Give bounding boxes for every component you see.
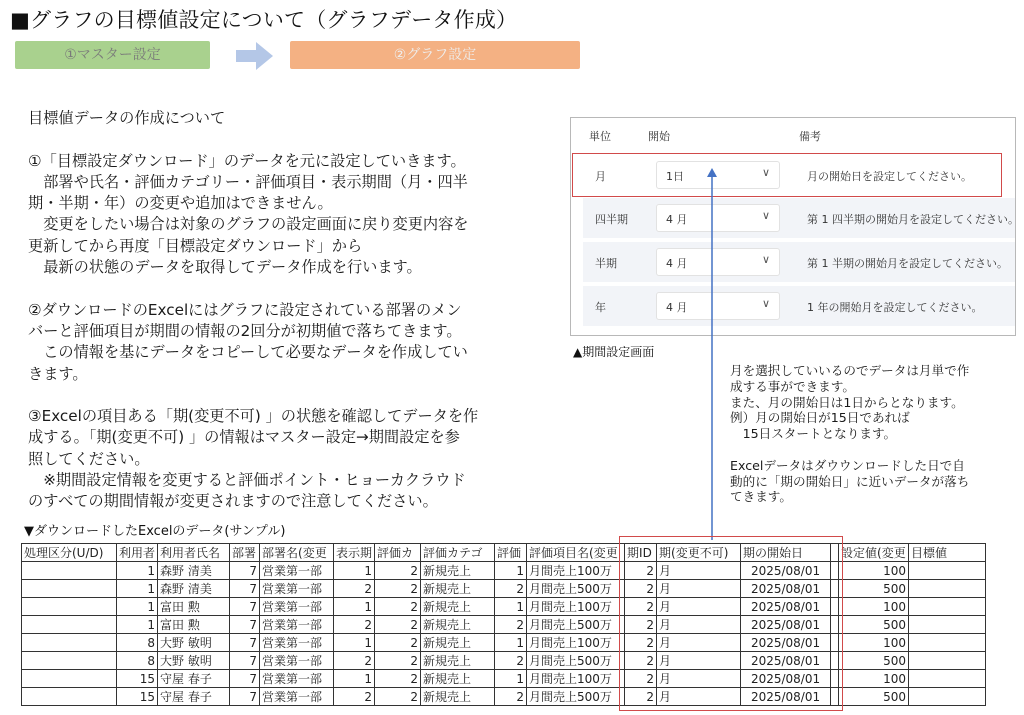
period-row [583, 286, 1015, 326]
table-cell[interactable]: 守屋 春子 [158, 688, 230, 706]
table-cell[interactable] [22, 562, 117, 580]
instruction-line: 更新してから再度「目標設定ダウンロード」から [28, 236, 363, 255]
table-cell[interactable]: 1 [495, 598, 527, 616]
table-cell[interactable]: 500 [839, 580, 909, 598]
table-cell[interactable] [909, 670, 986, 688]
table-cell[interactable]: 7 [230, 598, 260, 616]
table-cell[interactable]: 1 [334, 670, 375, 688]
table-cell[interactable]: 月 [657, 670, 741, 688]
arrow-right-icon [236, 42, 274, 70]
table-cell[interactable]: 営業第一部 [260, 652, 334, 670]
table-cell[interactable]: 営業第一部 [260, 616, 334, 634]
note-text [730, 363, 1015, 505]
period-unit: 半期 [595, 257, 617, 270]
table-cell[interactable]: 500 [839, 652, 909, 670]
note-line: 動的に「期の開始日」に近いデータが落ち [730, 473, 970, 489]
table-cell[interactable]: 2 [334, 652, 375, 670]
table-header-cell: 評価カ [375, 544, 421, 562]
table-cell[interactable]: 大野 敏明 [158, 652, 230, 670]
table-cell[interactable]: 営業第一部 [260, 580, 334, 598]
chevron-down-icon: ∨ [761, 253, 770, 266]
table-header-cell: 利用者 [117, 544, 158, 562]
instruction-line: ①「目標設定ダウンロード」のデータを元に設定していきます。 [28, 151, 466, 170]
table-cell[interactable]: 新規売上 [421, 688, 495, 706]
table-cell[interactable]: 15 [117, 688, 158, 706]
table-cell[interactable]: 月間売上500万 [527, 580, 625, 598]
table-cell[interactable]: 大野 敏明 [158, 634, 230, 652]
table-cell[interactable]: 2 [375, 652, 421, 670]
table-cell[interactable]: 2 [375, 616, 421, 634]
instruction-line: ③Excelの項目ある「期(変更不可) 」の状態を確認してデータを作 [28, 407, 479, 426]
table-cell[interactable]: 2025/08/01 [741, 670, 831, 688]
instruction-line: ※期間設定情報を変更すると評価ポイント・ヒョーカクラウド [28, 471, 466, 490]
instruction-line: きます。 [28, 364, 88, 383]
table-cell[interactable]: 新規売上 [421, 670, 495, 688]
start-select-value: 4 月 [666, 213, 688, 226]
table-cell[interactable]: 森野 清美 [158, 562, 230, 580]
instruction-line: ②ダウンロードのExcelにはグラフに設定されている部署のメン [28, 300, 462, 319]
table-cell[interactable]: 新規売上 [421, 616, 495, 634]
table-cell[interactable]: 営業第一部 [260, 634, 334, 652]
table-cell[interactable]: 2 [625, 688, 657, 706]
period-settings-panel [570, 117, 1019, 336]
table-cell[interactable] [909, 616, 986, 634]
table-cell[interactable]: 月 [657, 616, 741, 634]
table-cell[interactable]: 2 [375, 580, 421, 598]
table-header-cell: 利用者氏名 [158, 544, 230, 562]
table-cell[interactable]: 営業第一部 [260, 562, 334, 580]
table-cell[interactable]: 7 [230, 688, 260, 706]
table-cell[interactable] [909, 688, 986, 706]
table-cell[interactable]: 7 [230, 580, 260, 598]
chevron-down-icon: ∨ [761, 297, 770, 310]
instruction-line: のすべての期間情報が変更されますので注意してください。 [28, 492, 438, 511]
note-line: Excelデータはダウウンロードした日で自 [730, 457, 965, 473]
table-cell[interactable]: 月 [657, 580, 741, 598]
table-cell[interactable]: 2025/08/01 [741, 616, 831, 634]
table-cell[interactable]: 2 [495, 688, 527, 706]
table-cell[interactable]: 1 [495, 670, 527, 688]
table-cell[interactable]: 2 [625, 670, 657, 688]
table-cell[interactable]: 2 [625, 598, 657, 616]
table-header-cell: 期の開始日 [741, 544, 831, 562]
instructions-text [28, 108, 568, 513]
table-cell[interactable]: 1 [117, 580, 158, 598]
table-cell[interactable]: 営業第一部 [260, 670, 334, 688]
table-cell[interactable]: 8 [117, 652, 158, 670]
table-cell[interactable] [22, 616, 117, 634]
table-cell[interactable]: 月 [657, 634, 741, 652]
table-cell[interactable]: 森野 清美 [158, 580, 230, 598]
period-unit: 四半期 [595, 213, 628, 226]
note-line: 15日スタートとなります。 [730, 426, 897, 442]
table-cell[interactable]: 月間売上100万 [527, 562, 625, 580]
period-note: 月の開始日を設定してください。 [807, 170, 972, 183]
instruction-line: 照してください。 [28, 449, 150, 468]
table-header-cell: 処理区分(U/D) [22, 544, 117, 562]
instruction-line: 変更をしたい場合は対象のグラフの設定画面に戻り変更内容を [28, 215, 469, 234]
table-cell[interactable]: 2025/08/01 [741, 652, 831, 670]
table-cell[interactable]: 2 [375, 670, 421, 688]
instruction-line [28, 278, 568, 299]
table-cell[interactable] [909, 580, 986, 598]
table-cell[interactable]: 月間売上100万 [527, 598, 625, 616]
table-cell[interactable] [22, 598, 117, 616]
table-cell[interactable]: 2 [625, 652, 657, 670]
table-cell[interactable]: 2025/08/01 [741, 634, 831, 652]
table-cell[interactable] [22, 634, 117, 652]
table-cell[interactable]: 1 [334, 598, 375, 616]
table-cell[interactable] [22, 580, 117, 598]
table-cell[interactable]: 2025/08/01 [741, 562, 831, 580]
table-cell[interactable]: 2025/08/01 [741, 580, 831, 598]
table-cell[interactable]: 月 [657, 688, 741, 706]
table-cell[interactable]: 2 [375, 598, 421, 616]
start-select-value: 4 月 [666, 301, 688, 314]
table-cell[interactable]: 2 [334, 580, 375, 598]
step-graph-settings[interactable]: ②グラフ設定 [290, 41, 580, 69]
start-select-value: 1日 [666, 170, 684, 183]
table-cell[interactable]: 新規売上 [421, 598, 495, 616]
table-header-cell: 表示期 [334, 544, 375, 562]
table-cell[interactable]: 1 [495, 634, 527, 652]
table-header-cell: 評価 [495, 544, 527, 562]
table-cell[interactable]: 1 [334, 634, 375, 652]
start-select-value: 4 月 [666, 257, 688, 270]
table-cell[interactable]: 2 [375, 688, 421, 706]
instruction-line [28, 385, 568, 406]
table-cell[interactable]: 月間売上100万 [527, 634, 625, 652]
page-title: ■グラフの目標値設定について（グラフデータ作成） [10, 8, 518, 32]
table-cell[interactable]: 1 [117, 598, 158, 616]
table-cell[interactable]: 1 [117, 616, 158, 634]
table-cell[interactable]: 富田 勲 [158, 616, 230, 634]
table-cell[interactable]: 月間売上500万 [527, 652, 625, 670]
header-note: 備考 [799, 130, 821, 143]
table-header-cell: 期(変更不可) [657, 544, 741, 562]
period-note: 第 1 四半期の開始月を設定してください。 [807, 213, 1019, 226]
table-cell[interactable]: 新規売上 [421, 652, 495, 670]
table-header-cell: 部署名(変更 [260, 544, 334, 562]
table-cell[interactable]: 500 [839, 616, 909, 634]
table-cell[interactable] [909, 634, 986, 652]
table-cell[interactable]: 新規売上 [421, 562, 495, 580]
table-cell[interactable] [22, 652, 117, 670]
instruction-line: 部署や氏名・評価カテゴリー・評価項目・表示期間（月・四半 [28, 172, 468, 191]
table-cell[interactable]: 500 [839, 688, 909, 706]
period-note: 第 1 半期の開始月を設定してください。 [807, 257, 1008, 270]
period-row [583, 242, 1015, 282]
instruction-line [28, 129, 568, 150]
table-header-cell: 期ID [625, 544, 657, 562]
table-cell[interactable]: 7 [230, 616, 260, 634]
chevron-down-icon: ∨ [761, 166, 770, 179]
table-cell[interactable]: 2 [625, 616, 657, 634]
table-cell[interactable]: 100 [839, 634, 909, 652]
table-cell[interactable]: 2 [375, 562, 421, 580]
period-unit: 年 [595, 301, 606, 314]
table-cell[interactable]: 2 [625, 634, 657, 652]
table-cell[interactable]: 月間売上500万 [527, 616, 625, 634]
table-cell[interactable] [909, 598, 986, 616]
table-cell[interactable]: 15 [117, 670, 158, 688]
table-cell[interactable] [22, 670, 117, 688]
note-line [730, 442, 1015, 458]
instruction-line: 成する。「期(変更不可) 」の情報はマスター設定→期間設定を参 [28, 428, 460, 447]
table-cell[interactable]: 2025/08/01 [741, 598, 831, 616]
table-cell[interactable]: 7 [230, 562, 260, 580]
instruction-line: 期・半期・年）の変更や追加はできません。 [28, 194, 333, 213]
note-line: 月を選択していいるのでデータは月単で作 [730, 363, 970, 378]
table-header-cell: 評価項目名(変更 [527, 544, 625, 562]
note-line: また、月の開始日は1日からとなります。 [730, 394, 964, 410]
table-cell[interactable]: 2 [334, 688, 375, 706]
instruction-line: 目標値データの作成について [28, 109, 226, 127]
table-cell[interactable]: 1 [117, 562, 158, 580]
table-cell[interactable]: 2 [625, 580, 657, 598]
table-cell[interactable]: 月 [657, 652, 741, 670]
table-header-cell: 評価カテゴ [421, 544, 495, 562]
header-unit: 単位 [589, 130, 611, 143]
table-cell[interactable]: 守屋 春子 [158, 670, 230, 688]
table-cell[interactable]: 8 [117, 634, 158, 652]
period-unit: 月 [595, 170, 606, 183]
table-cell[interactable] [909, 652, 986, 670]
note-line: 成する事ができます。 [730, 378, 855, 394]
table-cell[interactable]: 2 [495, 616, 527, 634]
highlight-period-columns [619, 536, 843, 711]
table-header-cell: 目標値 [909, 544, 986, 562]
table-header-cell: 設定値(変更 [839, 544, 909, 562]
table-cell[interactable]: 営業第一部 [260, 598, 334, 616]
table-cell[interactable]: 1 [334, 562, 375, 580]
table-cell[interactable]: 営業第一部 [260, 688, 334, 706]
table-cell[interactable]: 2 [625, 562, 657, 580]
instruction-line: 最新の状態のデータを取得してデータ作成を行います。 [28, 258, 422, 277]
step-master-settings[interactable]: ①マスター設定 [15, 41, 210, 69]
period-settings-caption: ▲期間設定画面 [573, 345, 655, 359]
table-header-cell: 部署 [230, 544, 260, 562]
table-cell[interactable]: 新規売上 [421, 580, 495, 598]
table-cell[interactable]: 新規売上 [421, 634, 495, 652]
instruction-line: この情報を基にデータをコピーして必要なデータを作成してい [28, 343, 468, 362]
chevron-down-icon: ∨ [761, 209, 770, 222]
instruction-line: バーと評価項目が期間の情報の2回分が初期値で落ちてきます。 [28, 321, 462, 340]
table-caption: ▼ダウンロードしたExcelのデータ(サンプル) [24, 524, 286, 539]
table-cell[interactable]: 7 [230, 634, 260, 652]
note-line: てきます。 [730, 489, 792, 505]
table-cell[interactable] [909, 562, 986, 580]
table-cell[interactable]: 1 [495, 562, 527, 580]
table-cell[interactable]: 月間売上100万 [527, 670, 625, 688]
table-cell[interactable]: 100 [839, 598, 909, 616]
table-cell[interactable]: 2 [495, 580, 527, 598]
table-cell[interactable]: 2 [495, 652, 527, 670]
note-line: 例）月の開始日が15日であれば [730, 410, 910, 426]
table-cell[interactable]: 7 [230, 652, 260, 670]
table-cell[interactable]: 2 [375, 634, 421, 652]
table-cell[interactable]: 100 [839, 562, 909, 580]
header-start: 開始 [648, 130, 670, 143]
table-cell[interactable] [22, 688, 117, 706]
table-cell[interactable]: 7 [230, 670, 260, 688]
table-cell[interactable]: 月 [657, 598, 741, 616]
table-cell[interactable]: 月間売上500万 [527, 688, 625, 706]
table-cell[interactable]: 100 [839, 670, 909, 688]
table-cell[interactable]: 富田 勲 [158, 598, 230, 616]
period-note: 1 年の開始月を設定してください。 [807, 301, 983, 314]
table-cell[interactable]: 2025/08/01 [741, 688, 831, 706]
period-row [583, 198, 1019, 238]
table-cell[interactable]: 2 [334, 616, 375, 634]
table-cell[interactable]: 月 [657, 562, 741, 580]
connector-arrow [705, 168, 719, 548]
highlight-month-row [572, 153, 1002, 197]
